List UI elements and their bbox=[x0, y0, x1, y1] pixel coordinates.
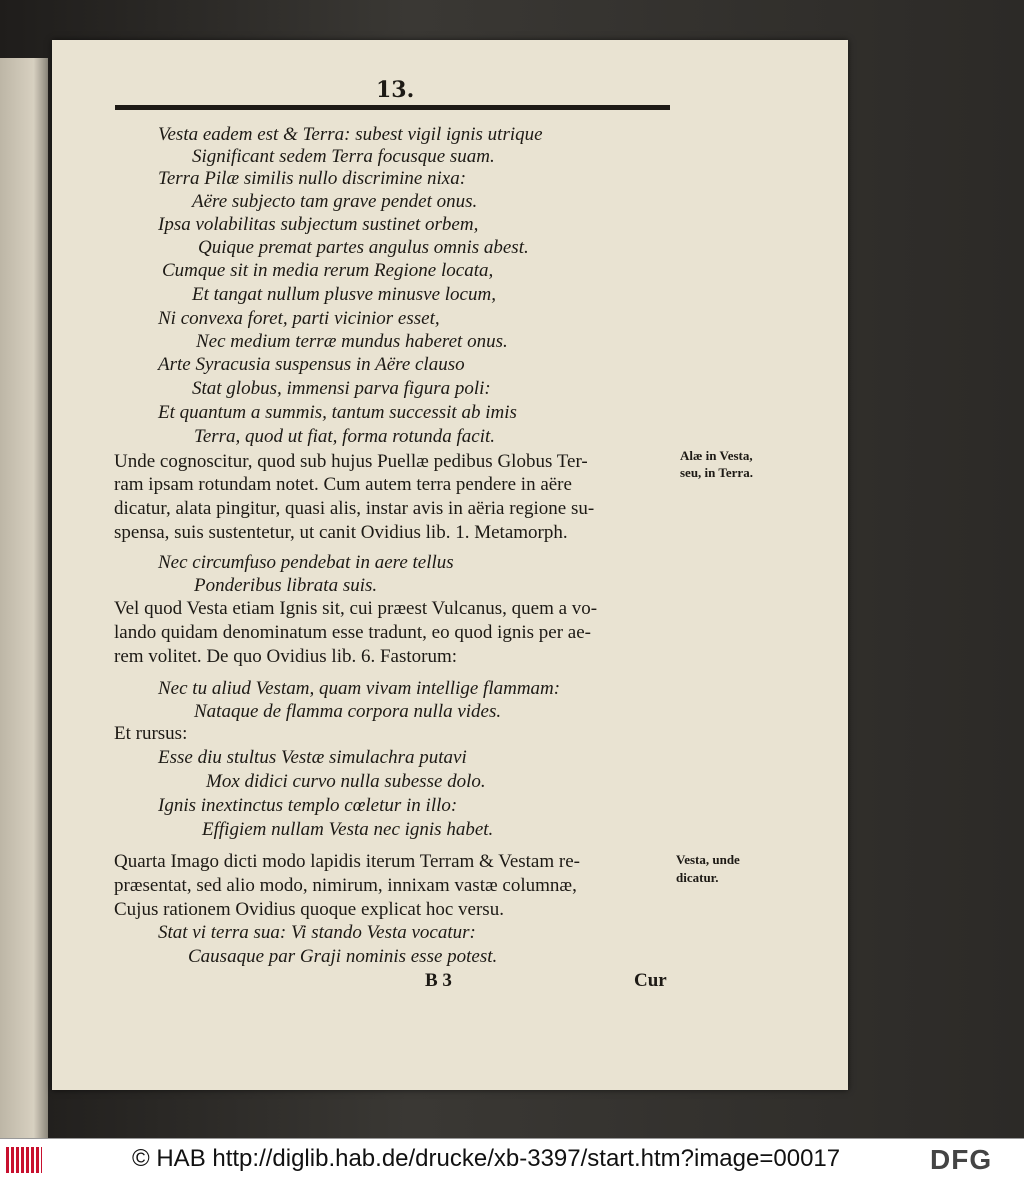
catchword: Cur bbox=[634, 970, 667, 991]
viewer-footer bbox=[0, 1138, 1024, 1180]
marginal-note: Vesta, unde bbox=[676, 852, 740, 867]
marginal-note: dicatur. bbox=[676, 870, 719, 885]
text-line: Stat vi terra sua: Vi stando Vesta vocatur: bbox=[158, 922, 476, 943]
text-line: Et rursus: bbox=[114, 723, 188, 744]
text-line: Quarta Imago dicti modo lapidis iterum Terram & Vestam re- bbox=[114, 851, 580, 872]
text-line: Ponderibus librata suis. bbox=[194, 575, 378, 596]
text-line: Unde cognoscitur, quod sub hujus Puellæ pedibus Globus Ter- bbox=[114, 451, 588, 472]
hab-logo-icon bbox=[6, 1147, 42, 1173]
signature-mark: B 3 bbox=[425, 970, 452, 991]
text-line: Et quantum a summis, tantum successit ab imis bbox=[158, 402, 517, 423]
marginal-note: Alæ in Vesta, bbox=[680, 448, 753, 463]
previous-page-edge bbox=[0, 58, 48, 1138]
text-line: Esse diu stultus Vestæ simulachra putavi bbox=[158, 747, 467, 768]
text-line: Aëre subjecto tam grave pendet onus. bbox=[192, 191, 478, 212]
text-line: Arte Syracusia suspensus in Aëre clauso bbox=[158, 354, 465, 375]
text-line: Vesta eadem est & Terra: subest vigil ignis utrique bbox=[158, 124, 543, 145]
text-line: ram ipsam rotundam notet. Cum autem terra pendere in aëre bbox=[114, 474, 572, 495]
text-line: Nec medium terræ mundus haberet onus. bbox=[196, 331, 508, 352]
text-line: Quique premat partes angulus omnis abest. bbox=[198, 237, 529, 258]
dfg-logo: DFG bbox=[930, 1144, 993, 1175]
text-line: Terra Pilæ similis nullo discrimine nixa: bbox=[158, 168, 467, 189]
marginal-note: seu, in Terra. bbox=[680, 465, 753, 480]
text-line: Ni convexa foret, parti vicinior esset, bbox=[158, 308, 440, 329]
text-line: Nec circumfuso pendebat in aere tellus bbox=[158, 552, 454, 573]
text-line: lando quidam denominatum esse tradunt, eo quod ignis per ae- bbox=[114, 622, 591, 643]
text-line: dicatur, alata pingitur, quasi alis, instar avis in aëria regione su- bbox=[114, 498, 595, 519]
text-line: Ignis inextinctus templo cœletur in illo: bbox=[158, 795, 458, 816]
text-line: Nec tu aliud Vestam, quam vivam intellige flammam: bbox=[158, 678, 561, 699]
header-rule bbox=[115, 105, 670, 110]
text-line: Effigiem nullam Vesta nec ignis habet. bbox=[202, 819, 494, 840]
text-line: Cujus rationem Ovidius quoque explicat hoc versu. bbox=[114, 899, 504, 920]
text-line: Significant sedem Terra focusque suam. bbox=[192, 146, 495, 167]
footer-url[interactable]: © HAB http://diglib.hab.de/drucke/xb-3397/start.htm?image=00017 bbox=[132, 1145, 841, 1172]
text-line: Causaque par Graji nominis esse potest. bbox=[188, 946, 498, 967]
text-line: Vel quod Vesta etiam Ignis sit, cui præest Vulcanus, quem a vo- bbox=[114, 598, 598, 619]
text-line: Mox didici curvo nulla subesse dolo. bbox=[206, 771, 486, 792]
text-line: Terra, quod ut fiat, forma rotunda facit. bbox=[194, 426, 496, 447]
text-line: præsentat, sed alio modo, nimirum, innixam vastæ columnæ, bbox=[114, 875, 577, 896]
page-number: 13. bbox=[376, 77, 415, 103]
text-line: Ipsa volabilitas subjectum sustinet orbem, bbox=[158, 214, 479, 235]
text-line: Et tangat nullum plusve minusve locum, bbox=[192, 284, 496, 305]
text-line: Cumque sit in media rerum Regione locata, bbox=[162, 260, 494, 281]
text-line: spensa, suis sustentetur, ut canit Ovidius lib. 1. Metamorph. bbox=[114, 522, 568, 543]
text-line: Stat globus, immensi parva figura poli: bbox=[192, 378, 491, 399]
text-line: Nataque de flamma corpora nulla vides. bbox=[194, 701, 502, 722]
text-line: rem volitet. De quo Ovidius lib. 6. Fastorum: bbox=[114, 646, 458, 667]
